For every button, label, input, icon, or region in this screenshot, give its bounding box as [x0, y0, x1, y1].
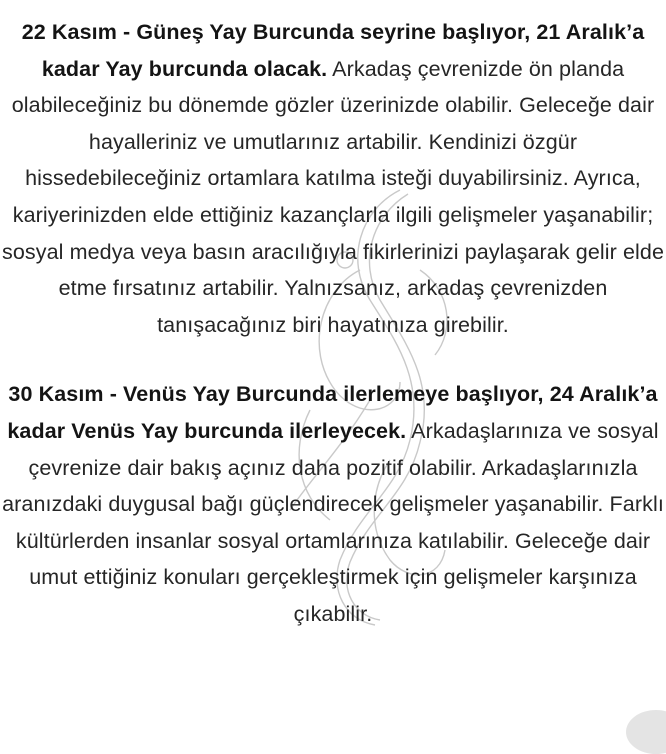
paragraph-body: Arkadaş çevrenizde ön planda olabileceğiniz bu dönemde gözler üzerinizde olabilir. Geleceğe dair hayalleriniz ve umutlarınız artabilir. Kendinizi özgür hissedebileceğiniz ortamlara katılma isteği duyabilirsiniz. Ayrıca, kariyerinizden elde ettiğiniz kazançlarla ilgili gelişmeler yaşanabilir; sosyal medya veya basın aracılığıyla fikirlerinizi paylaşarak gelir elde etme fırsatınız artabilir. Yalnızsanız, arkadaş çevrenizden tanışacağınız biri hayatınıza girebilir.	[1, 56, 665, 337]
corner-decoration	[626, 710, 666, 754]
paragraph-venus-in-sagittarius	[0, 376, 666, 632]
paragraph-heading: 30 Kasım - Venüs Yay Burcunda ilerlemeye başlıyor, 24 Aralık’a kadar Venüs Yay burcunda ilerleyecek.	[7, 382, 658, 443]
paragraph-sun-in-sagittarius	[0, 14, 666, 343]
horoscope-article	[0, 14, 666, 633]
paragraph-heading: 22 Kasım - Güneş Yay Burcunda seyrine başlıyor, 21 Aralık’a kadar Yay burcunda olacak.	[21, 20, 645, 81]
paragraph-body: Arkadaşlarınıza ve sosyal çevrenize dair bakış açınız daha pozitif olabilir. Arkadaşlarınızla aranızdaki duygusal bağı güçlendirecek gelişmeler yaşanabilir. Farklı kültürlerden insanlar sosyal ortamlarınıza katılabilir. Geleceğe dair umut ettiğiniz konuları gerçekleştirmek için gelişmeler karşınıza çıkabilir.	[2, 418, 664, 626]
